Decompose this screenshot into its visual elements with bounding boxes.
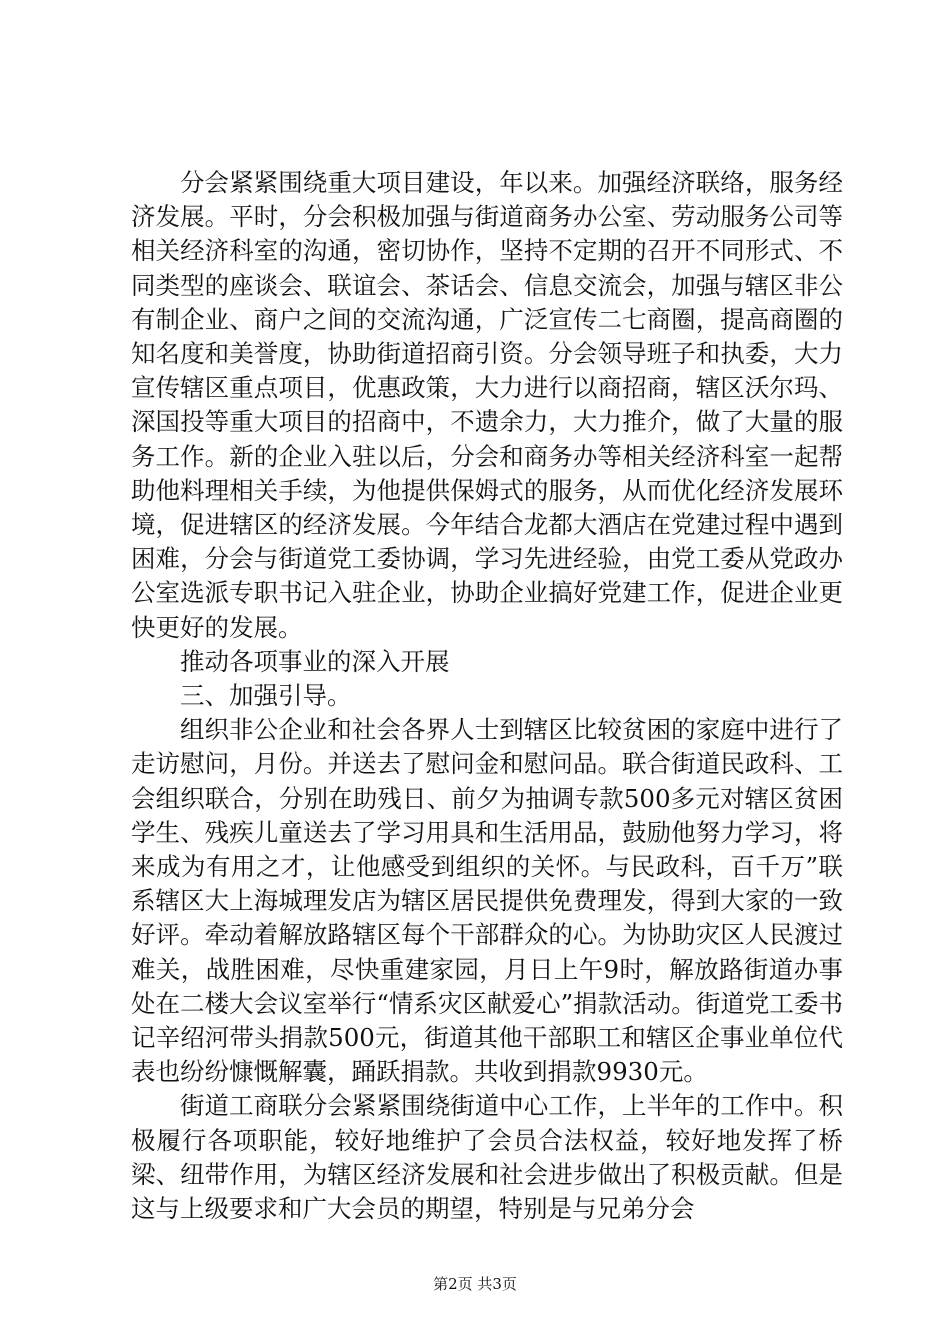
page-number-footer: 第2页 共3页	[433, 1275, 517, 1293]
paragraph-economic-liaison: 分会紧紧围绕重大项目建设，年以来。加强经济联络，服务经济发展。平时，分会积极加强与街道商务办公室、劳动服务公司等相关经济科室的沟通，密切协作，坚持不定期的召开不同形式、不同类型的座谈会、联谊会、茶话会、信息交流会，加强与辖区非公有制企业、商户之间的交流沟通，广泛宣传二七商圈，提高商圈的知名度和美誉度，协助街道招商引资。分会领导班子和执委，大力宣传辖区重点项目，优惠政策，大力进行以商招商，辖区沃尔玛、深国投等重大项目的招商中，不遗余力，大力推介，做了大量的服务工作。新的企业入驻以后，分会和商务办等相关经济科室一起帮助他料理相关手续，为他提供保姆式的服务，从而优化经济发展环境，促进辖区的经济发展。今年结合龙都大酒店在党建过程中遇到困难，分会与街道党工委协调，学习先进经验，由党工委从党政办公室选派专职书记入驻企业，协助企业搞好党建工作，促进企业更快更好的发展。	[131, 168, 843, 642]
paragraph-charity-visits: 组织非公企业和社会各界人士到辖区比较贫困的家庭中进行了走访慰问，月份。并送去了慰问金和慰问品。联合街道民政科、工会组织联合，分别在助残日、前夕为抽调专款500多元对辖区贫困学生、残疾儿童送去了学习用具和生活用品，鼓励他努力学习，将来成为有用之才，让他感受到组织的关怀。与民政科，百千万”联系辖区大上海城理发店为辖区居民提供免费理发，得到大家的一致好评。牵动着解放路辖区每个干部群众的心。为协助灾区人民渡过难关，战胜困难，尽快重建家园，月日上午9时，解放路街道办事处在二楼大会议室举行“情系灾区献爱心”捐款活动。街道党工委书记辛绍河带头捐款500元，街道其他干部职工和辖区企事业单位代表也纷纷慷慨解囊，踊跃捐款。共收到捐款9930元。	[131, 715, 843, 1087]
paragraph-summary: 街道工商联分会紧紧围绕街道中心工作，上半年的工作中。积极履行各项职能，较好地维护了会员合法权益，较好地发挥了桥梁、纽带作用，为辖区经济发展和社会进步做出了积极贡献。但是这与上级要求和广大会员的期望，特别是与兄弟分会	[131, 1091, 843, 1224]
paragraph-heading-guidance: 三、加强引导。	[180, 681, 352, 711]
document-body	[131, 166, 843, 1226]
paragraph-heading-promote: 推动各项事业的深入开展	[180, 646, 450, 676]
